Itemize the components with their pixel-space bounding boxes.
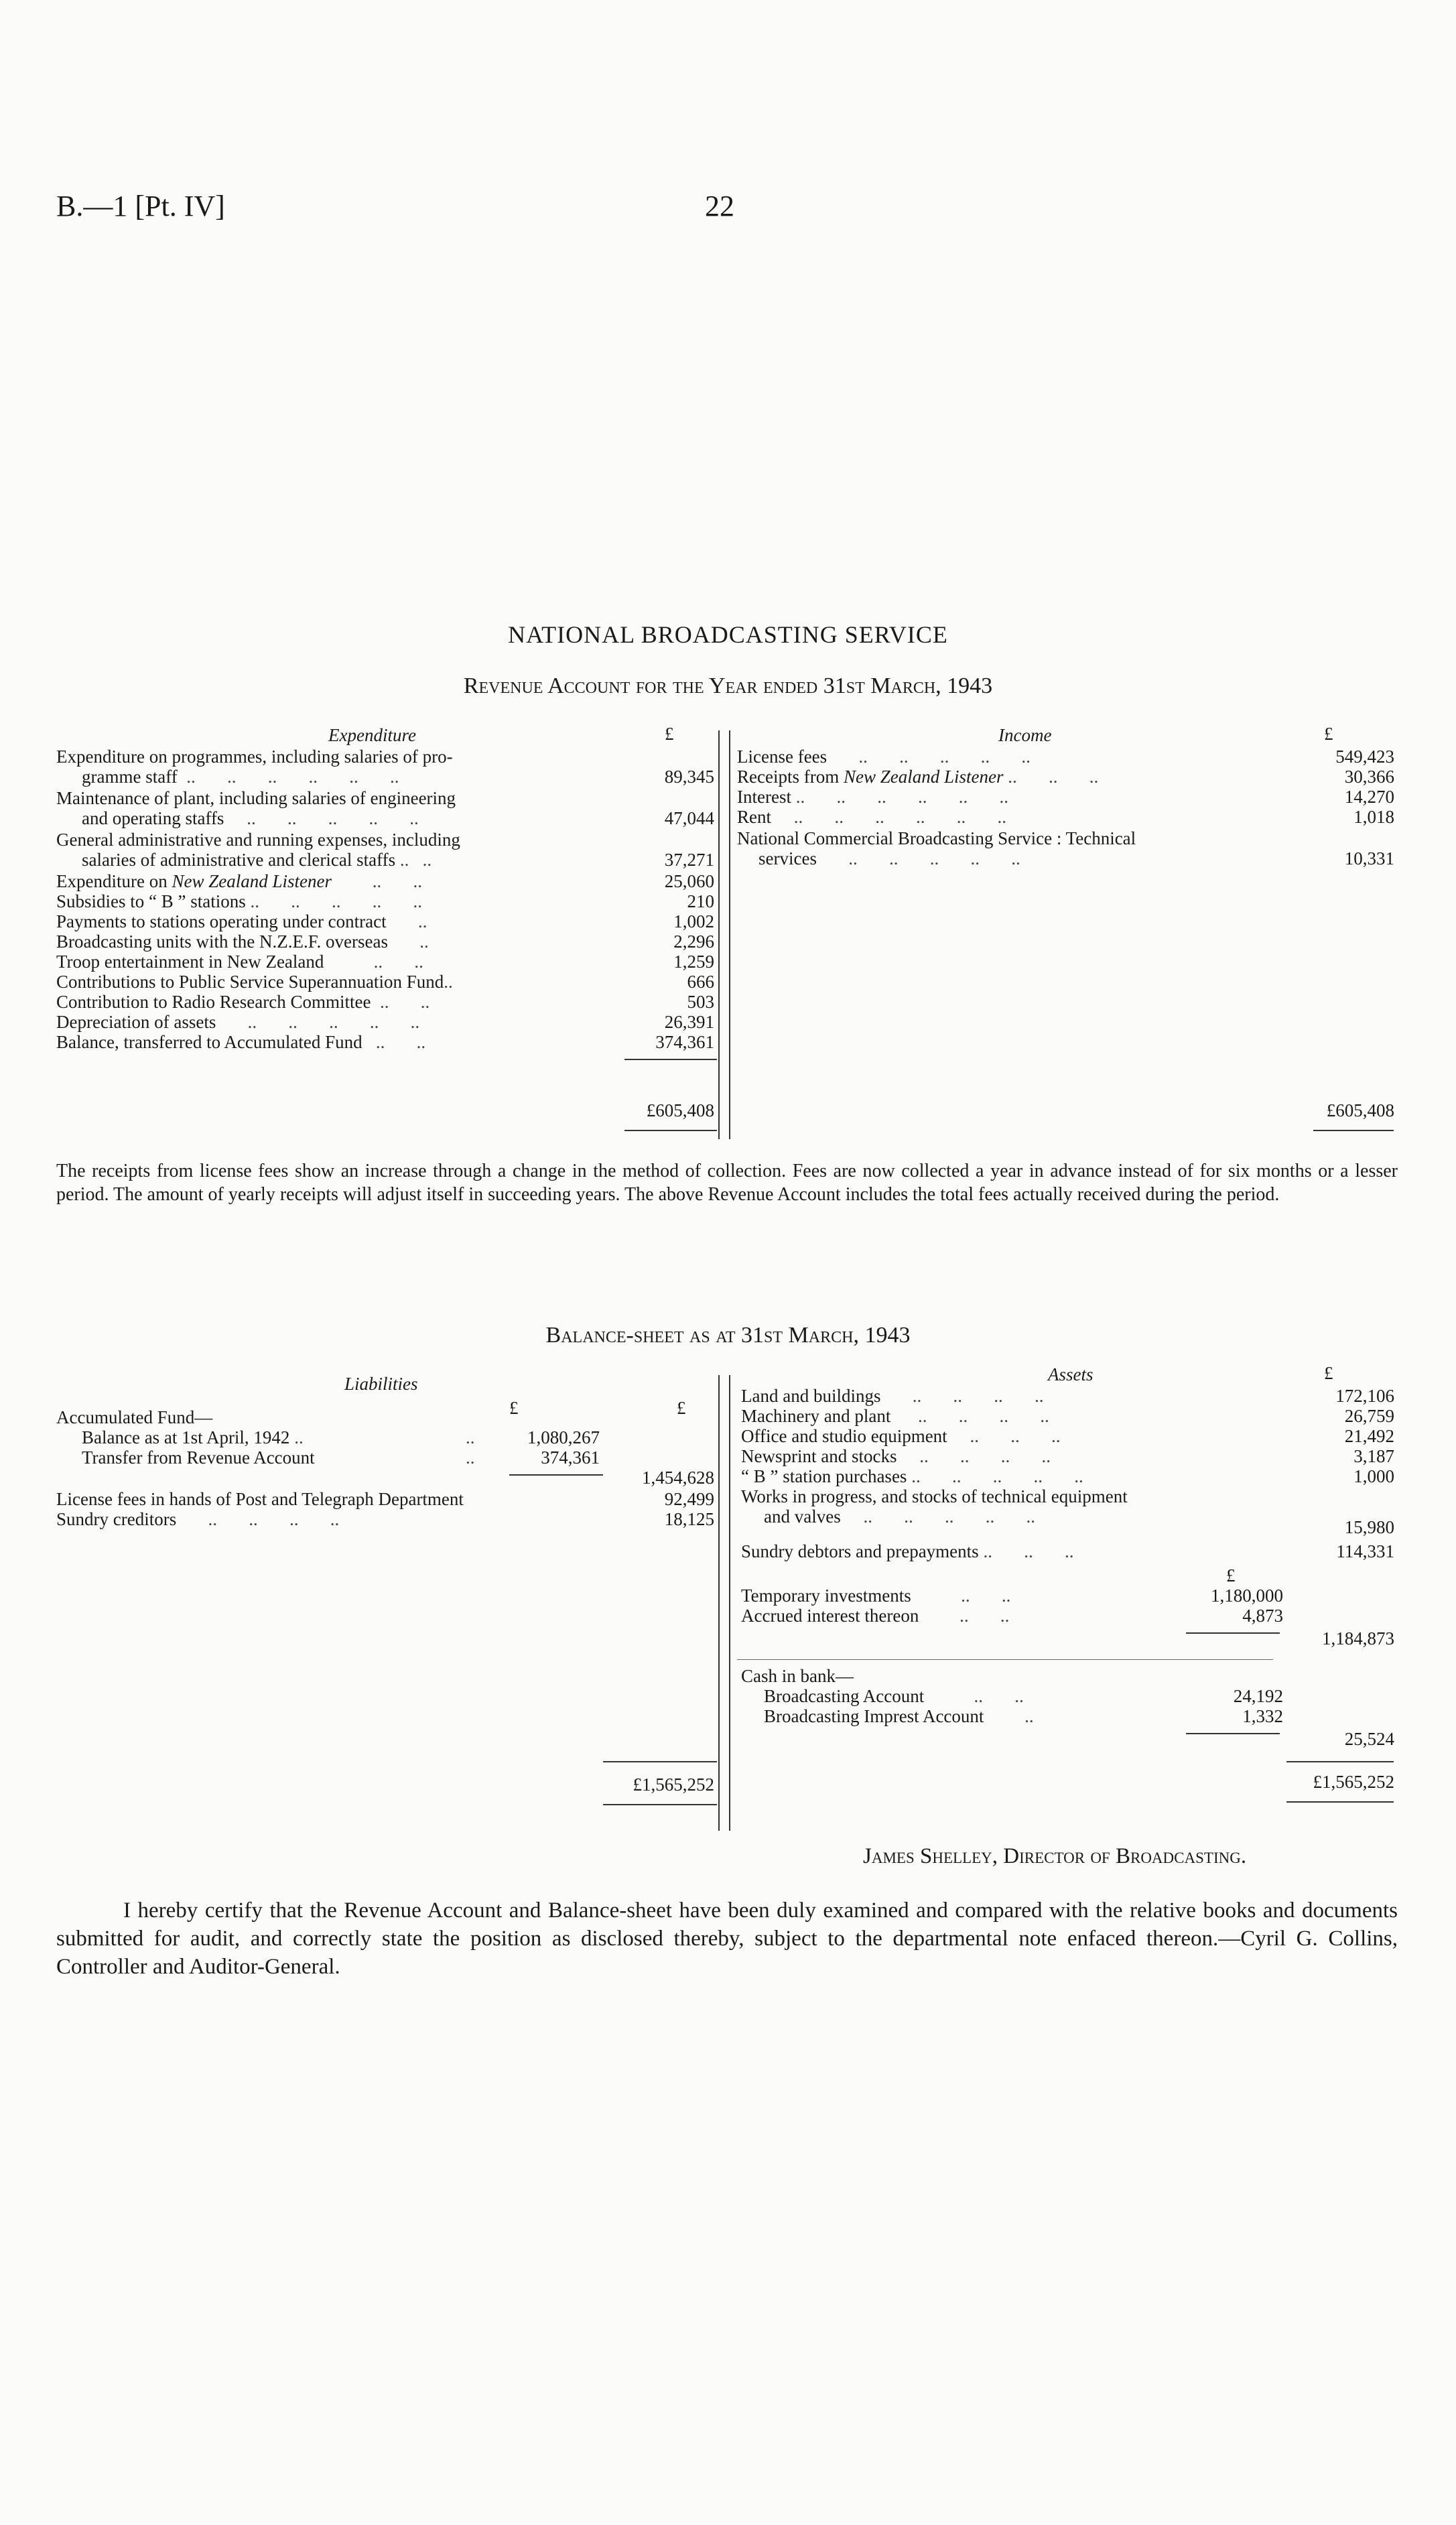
liabilities-pound-symbol-1: £	[509, 1398, 519, 1418]
expenditure-amount: 374,361	[655, 1032, 714, 1052]
sundry-debtors-amount: 114,331	[1336, 1541, 1394, 1561]
expenditure-amount: 25,060	[664, 871, 714, 891]
expenditure-amount: 26,391	[664, 1012, 714, 1032]
income-total: £605,408	[1326, 1100, 1394, 1120]
balance-april-amount: 1,080,267	[527, 1427, 600, 1447]
broadcasting-account-amount: 24,192	[1233, 1686, 1283, 1706]
accumulated-subtotal-rule	[509, 1474, 603, 1476]
license-fees-label: License fees in hands of Post and Telegraph Department	[56, 1489, 464, 1509]
expenditure-amount: 2,296	[673, 931, 714, 952]
expenditure-total-underline	[624, 1130, 717, 1131]
license-fees-amount: 92,499	[664, 1489, 714, 1509]
income-amount: 14,270	[1344, 787, 1394, 807]
asset-amount: 21,492	[1344, 1426, 1394, 1446]
liabilities-heading: Liabilities	[344, 1374, 418, 1394]
balance-centre-rule	[729, 1375, 730, 1831]
assets-pound-symbol: £	[1324, 1363, 1333, 1383]
expenditure-amount: 1,259	[673, 952, 714, 972]
assets-total: £1,565,252	[1313, 1772, 1394, 1792]
cash-subtotal-rule	[1186, 1733, 1280, 1734]
expenditure-amount: 503	[687, 992, 714, 1012]
liabilities-total-underline	[603, 1804, 717, 1805]
temp-investments-label: Temporary investments .. ..	[741, 1585, 1011, 1606]
assets-heading: Assets	[1048, 1364, 1094, 1384]
income-amount: 1,018	[1353, 807, 1394, 827]
accrued-interest-label: Accrued interest thereon .. ..	[741, 1606, 1010, 1626]
expenditure-amount: 89,345	[664, 767, 714, 787]
transfer-amount: 374,361	[541, 1447, 600, 1468]
sundry-creditors-label: Sundry creditors .. .. .. ..	[56, 1509, 340, 1529]
works-label-cont: and valves .. .. .. .. ..	[764, 1506, 1035, 1527]
audit-certificate: I hereby certify that the Revenue Account and Balance-sheet have been duly examined and compared with the relative books and documents submitted for audit, and correctly state the position as disclosed thereby, subject to the departmental note enfaced thereon.—Cyril G. Collins, Controller and Auditor-General.	[56, 1898, 1398, 1979]
revenue-amount-rule	[718, 730, 720, 1139]
expenditure-item-cont: salaries of administrative and clerical staffs .. ..	[82, 850, 432, 870]
income-item: License fees .. .. .. .. ..	[737, 747, 1031, 767]
cash-in-bank-label: Cash in bank—	[741, 1666, 854, 1686]
income-item: Receipts from New Zealand Listener .. .. ..	[737, 767, 1099, 787]
document-reference: B.—1 [Pt. IV]	[56, 190, 225, 222]
expenditure-item: Expenditure on programmes, including salaries of pro-	[56, 747, 453, 767]
cash-separator-rule	[737, 1659, 1273, 1660]
asset-amount: 1,000	[1353, 1466, 1394, 1486]
expenditure-item: Contributions to Public Service Superannuation Fund..	[56, 972, 453, 992]
asset-item: “ B ” station purchases .. .. .. .. ..	[741, 1466, 1083, 1486]
income-item: National Commercial Broadcasting Service : Technical	[737, 828, 1136, 848]
liabilities-total-rule	[603, 1761, 717, 1762]
assets-total-underline	[1286, 1801, 1394, 1803]
expenditure-amount: 666	[687, 972, 714, 992]
accumulated-fund-label: Accumulated Fund—	[56, 1407, 213, 1427]
broadcasting-account-label: Broadcasting Account .. ..	[764, 1686, 1024, 1706]
income-item: Interest .. .. .. .. .. ..	[737, 787, 1008, 807]
expenditure-item: Expenditure on New Zealand Listener .. ..	[56, 871, 422, 891]
income-item: Rent .. .. .. .. .. ..	[737, 807, 1006, 827]
expenditure-amount: 1,002	[673, 911, 714, 931]
expenditure-total-rule	[624, 1059, 717, 1060]
expenditure-heading: Expenditure	[328, 725, 416, 745]
expenditure-item: Depreciation of assets .. .. .. .. ..	[56, 1012, 420, 1032]
balance-april-dots: ..	[466, 1427, 475, 1447]
expenditure-item: Balance, transferred to Accumulated Fund .. ..	[56, 1032, 426, 1052]
liabilities-pound-symbol-2: £	[677, 1398, 686, 1418]
expenditure-pound-symbol: £	[665, 724, 674, 744]
page-number: 22	[705, 190, 734, 222]
income-total-underline	[1313, 1130, 1394, 1131]
investments-subtotal-rule	[1186, 1632, 1280, 1634]
investments-pound-symbol: £	[1226, 1565, 1236, 1585]
temp-investments-amount: 1,180,000	[1211, 1585, 1283, 1606]
sundry-debtors-label: Sundry debtors and prepayments .. .. ..	[741, 1541, 1074, 1561]
expenditure-item: Payments to stations operating under contract ..	[56, 911, 427, 931]
accrued-interest-amount: 4,873	[1242, 1606, 1283, 1626]
expenditure-amount: 37,271	[664, 850, 714, 870]
income-amount: 10,331	[1344, 848, 1394, 868]
expenditure-item: General administrative and running expenses, including	[56, 830, 460, 850]
expenditure-item: Broadcasting units with the N.Z.E.F. overseas ..	[56, 931, 429, 952]
income-item-cont: services .. .. .. .. ..	[758, 848, 1020, 868]
income-amount: 30,366	[1344, 767, 1394, 787]
imprest-account-label: Broadcasting Imprest Account ..	[764, 1706, 1034, 1726]
assets-total-rule	[1286, 1761, 1394, 1762]
income-heading: Income	[998, 725, 1052, 745]
accumulated-total: 1,454,628	[642, 1468, 714, 1488]
works-label: Works in progress, and stocks of technical equipment	[741, 1486, 1128, 1506]
expenditure-total: £605,408	[646, 1100, 714, 1120]
transfer-dots: ..	[466, 1447, 475, 1468]
cash-total: 25,524	[1344, 1729, 1394, 1749]
income-pound-symbol: £	[1324, 724, 1333, 744]
expenditure-item: Troop entertainment in New Zealand .. ..	[56, 952, 423, 972]
expenditure-item-cont: gramme staff .. .. .. .. .. ..	[82, 767, 399, 787]
expenditure-item: Maintenance of plant, including salaries of engineering	[56, 788, 456, 808]
expenditure-item: Subsidies to “ B ” stations .. .. .. .. ..	[56, 891, 422, 911]
asset-item: Office and studio equipment .. .. ..	[741, 1426, 1061, 1446]
transfer-label: Transfer from Revenue Account	[82, 1447, 315, 1468]
balance-sheet-heading: Balance-sheet as at 31st March, 1943	[545, 1323, 911, 1348]
balance-amount-rule	[718, 1375, 720, 1831]
asset-item: Land and buildings .. .. .. ..	[741, 1386, 1044, 1406]
revenue-note: The receipts from license fees show an increase through a change in the method of collection. Fees are now collected a year in advance instead of for six months or a lesser period. The amount of yearly receipts will adjust itself in succeeding years. The above Revenue Account includes the total fees actually received during the period.	[56, 1161, 1398, 1205]
liabilities-total: £1,565,252	[633, 1774, 714, 1795]
asset-item: Newsprint and stocks .. .. .. ..	[741, 1446, 1051, 1466]
director-signature: James Shelley, Director of Broadcasting.	[863, 1844, 1247, 1868]
asset-amount: 26,759	[1344, 1406, 1394, 1426]
investments-total: 1,184,873	[1322, 1628, 1394, 1648]
imprest-account-amount: 1,332	[1242, 1706, 1283, 1726]
balance-april-label: Balance as at 1st April, 1942 ..	[82, 1427, 304, 1447]
asset-amount: 172,106	[1335, 1386, 1394, 1406]
revenue-centre-rule	[729, 730, 730, 1139]
expenditure-amount: 47,044	[664, 808, 714, 828]
works-amount: 15,980	[1344, 1517, 1394, 1537]
sundry-creditors-amount: 18,125	[664, 1509, 714, 1529]
asset-amount: 3,187	[1353, 1446, 1394, 1466]
expenditure-amount: 210	[687, 891, 714, 911]
expenditure-item-cont: and operating staffs .. .. .. .. ..	[82, 808, 419, 828]
income-amount: 549,423	[1335, 747, 1394, 767]
expenditure-item: Contribution to Radio Research Committee .. ..	[56, 992, 430, 1012]
revenue-account-heading: Revenue Account for the Year ended 31st March, 1943	[463, 673, 993, 698]
document-title: NATIONAL BROADCASTING SERVICE	[508, 621, 948, 648]
asset-item: Machinery and plant .. .. .. ..	[741, 1406, 1049, 1426]
